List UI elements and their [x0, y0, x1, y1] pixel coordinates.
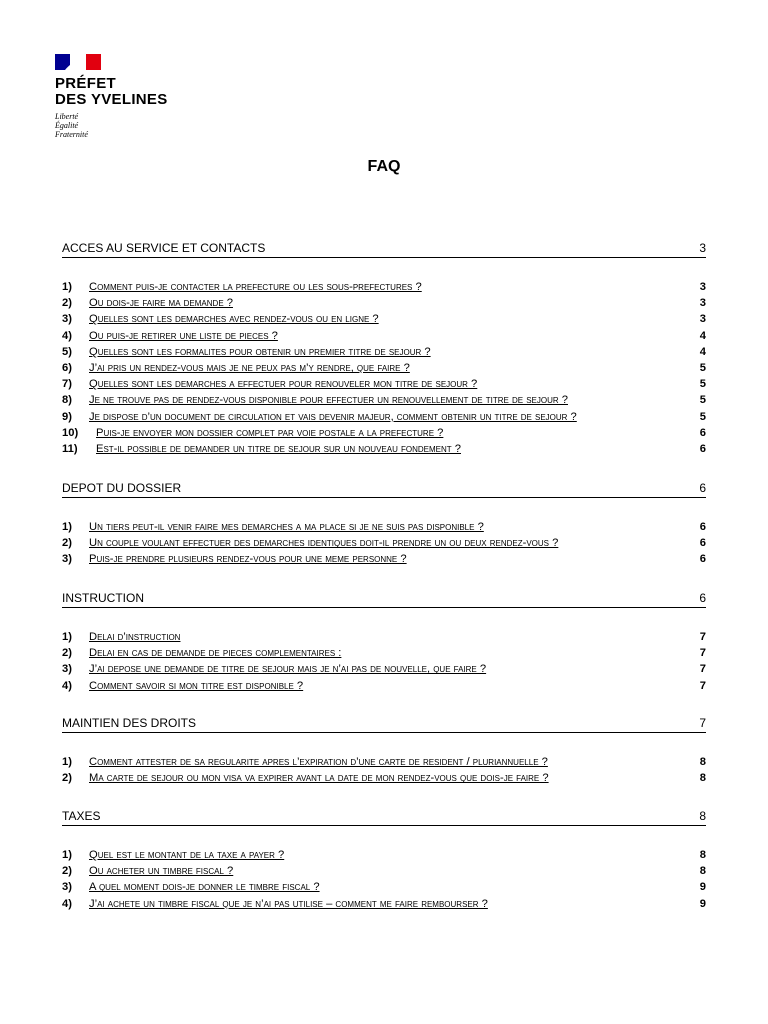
- entry-number: 2): [62, 647, 72, 660]
- prefecture-logo: [55, 54, 195, 139]
- entry-link[interactable]: Comment savoir si mon titre est disponible ?: [89, 679, 304, 692]
- toc-entry[interactable]: [62, 295, 706, 311]
- entry-link[interactable]: Comment puis-je contacter la prefecture ou les sous-prefectures ?: [89, 281, 422, 293]
- entry-link[interactable]: J’ai achete un timbre fiscal que je n’ai pas utilise – comment me faire rembourser ?: [89, 897, 488, 910]
- entry-link[interactable]: Je dispose d’un document de circulation et vais devenir majeur, comment obtenir un titre de sejour ?: [89, 410, 577, 423]
- toc-entry[interactable]: [62, 392, 706, 408]
- entry-link[interactable]: Ou puis-je retirer une liste de pieces ?: [89, 329, 278, 342]
- entry-link[interactable]: Delai d’instruction: [89, 631, 181, 643]
- entry-link[interactable]: J’ai pris un rendez-vous mais je ne peux pas m’y rendre, que faire ?: [89, 362, 410, 374]
- entry-link[interactable]: Comment attester de sa regularite apres l’expiration d’une carte de resident / pluriannuelle ?: [89, 756, 548, 768]
- entry-link[interactable]: J’ai depose une demande de titre de sejour mais je n’ai pas de nouvelle, que faire ?: [89, 663, 487, 676]
- section-page-number: 3: [699, 241, 706, 255]
- entry-link[interactable]: Puis-je prendre plusieurs rendez-vous pour une meme personne ?: [89, 553, 407, 566]
- entry-number: 2): [62, 772, 72, 785]
- entry-link[interactable]: A quel moment dois-je donner le timbre fiscal ?: [89, 881, 320, 894]
- entry-number: 10): [62, 426, 79, 439]
- devise-liberte: Liberté: [55, 112, 79, 121]
- section-title: INSTRUCTION: [62, 591, 144, 605]
- entry-link[interactable]: Je ne trouve pas de rendez-vous disponible pour effectuer un renouvellement de titre de sejour ?: [89, 394, 568, 407]
- entry-number: 1): [62, 756, 72, 768]
- entry-number: 4): [62, 897, 72, 910]
- entry-number: 2): [62, 297, 72, 310]
- entry-number: 11): [62, 443, 78, 455]
- toc-entry[interactable]: [62, 360, 706, 376]
- entry-link[interactable]: Ou acheter un timbre fiscal ?: [89, 865, 234, 878]
- section-heading[interactable]: [62, 808, 706, 826]
- marianne-flag-icon: [55, 54, 101, 70]
- entry-page-number: 7: [699, 679, 706, 692]
- entry-number: 3): [62, 663, 72, 676]
- entry-number: 3): [62, 881, 72, 894]
- section-heading[interactable]: [62, 480, 706, 498]
- toc-entry[interactable]: [62, 896, 706, 912]
- toc-entry[interactable]: [62, 551, 706, 567]
- toc-entry[interactable]: [62, 770, 706, 786]
- logo-line-1: PRÉFET: [55, 75, 116, 92]
- entry-link[interactable]: Delai en cas de demande de pieces complementaires :: [89, 647, 342, 660]
- entry-page-number: 6: [699, 521, 706, 533]
- toc-entry[interactable]: [62, 279, 706, 295]
- entry-number: 6): [62, 362, 72, 374]
- entry-number: 2): [62, 537, 72, 550]
- toc-entry[interactable]: [62, 661, 706, 677]
- entry-number: 3): [62, 553, 72, 566]
- entry-page-number: 9: [699, 881, 706, 894]
- entry-number: 1): [62, 849, 72, 861]
- entry-page-number: 8: [699, 756, 706, 768]
- toc-entry[interactable]: [62, 409, 706, 425]
- entry-page-number: 9: [699, 897, 706, 910]
- entry-page-number: 5: [699, 362, 706, 374]
- entry-page-number: 5: [699, 410, 706, 423]
- entry-link[interactable]: Ma carte de sejour ou mon visa va expirer avant la date de mon rendez-vous que dois-je faire ?: [89, 772, 549, 785]
- entry-page-number: 4: [699, 329, 706, 342]
- entry-link[interactable]: Un tiers peut-il venir faire mes demarches a ma place si je ne suis pas disponible ?: [89, 521, 484, 533]
- devise-fraternite: Fraternité: [55, 130, 88, 139]
- section-heading[interactable]: [62, 715, 706, 733]
- entry-link[interactable]: Quel est le montant de la taxe a payer ?: [89, 849, 285, 861]
- toc-entry[interactable]: [62, 879, 706, 895]
- toc-entry[interactable]: [62, 425, 706, 441]
- entry-page-number: 6: [699, 537, 706, 550]
- entry-link[interactable]: Est-il possible de demander un titre de sejour sur un nouveau fondement ?: [96, 443, 461, 455]
- toc-entry[interactable]: [62, 441, 706, 457]
- entry-link[interactable]: Quelles sont les demarches a effectuer pour renouveler mon titre de sejour ?: [89, 378, 478, 391]
- toc-entry[interactable]: [62, 328, 706, 344]
- section-title: ACCES AU SERVICE ET CONTACTS: [62, 241, 266, 255]
- entry-link[interactable]: Puis-je envoyer mon dossier complet par voie postale a la prefecture ?: [96, 426, 444, 439]
- toc-entry[interactable]: [62, 863, 706, 879]
- entry-number: 1): [62, 521, 72, 533]
- toc-entry[interactable]: [62, 311, 706, 327]
- entry-page-number: 5: [699, 378, 706, 391]
- entry-number: 5): [62, 345, 72, 358]
- entry-number: 1): [62, 631, 72, 643]
- entry-link[interactable]: Quelles sont les demarches avec rendez-vous ou en ligne ?: [89, 313, 379, 326]
- section-heading[interactable]: [62, 590, 706, 608]
- entry-page-number: 4: [699, 345, 706, 358]
- section-page-number: 8: [699, 809, 706, 823]
- entry-number: 9): [62, 410, 72, 423]
- entry-page-number: 7: [699, 647, 706, 660]
- toc-entry[interactable]: [62, 678, 706, 694]
- section-page-number: 6: [699, 481, 706, 495]
- entry-page-number: 3: [699, 297, 706, 310]
- toc-entry[interactable]: [62, 847, 706, 863]
- devise-egalite: Égalité: [55, 121, 79, 130]
- section-title: MAINTIEN DES DROITS: [62, 716, 197, 730]
- logo-line-2: DES YVELINES: [55, 91, 168, 108]
- entry-link[interactable]: Ou dois-je faire ma demande ?: [89, 297, 233, 310]
- section-title: DEPOT DU DOSSIER: [62, 481, 182, 495]
- entry-page-number: 6: [699, 426, 706, 439]
- section-heading[interactable]: [62, 240, 706, 258]
- section-page-number: 6: [699, 591, 706, 605]
- toc-entry[interactable]: [62, 629, 706, 645]
- entry-number: 7): [62, 378, 72, 391]
- page-title: FAQ: [367, 158, 401, 175]
- entry-page-number: 8: [699, 772, 706, 785]
- entry-page-number: 8: [699, 849, 706, 861]
- entry-number: 8): [62, 394, 72, 407]
- entry-page-number: 8: [699, 865, 706, 878]
- entry-page-number: 5: [699, 394, 706, 407]
- toc-entry[interactable]: [62, 344, 706, 360]
- section-page-number: 7: [699, 716, 706, 730]
- entry-page-number: 6: [699, 553, 706, 566]
- entry-number: 4): [62, 679, 72, 692]
- entry-page-number: 7: [699, 631, 706, 643]
- entry-page-number: 3: [699, 281, 706, 293]
- toc-entry[interactable]: [62, 376, 706, 392]
- entry-number: 3): [62, 313, 72, 326]
- section-title: TAXES: [62, 809, 101, 823]
- entry-number: 4): [62, 329, 72, 342]
- toc-entry[interactable]: [62, 519, 706, 535]
- entry-page-number: 3: [699, 313, 706, 326]
- toc-entry[interactable]: [62, 645, 706, 661]
- toc-entry[interactable]: [62, 535, 706, 551]
- entry-link[interactable]: Quelles sont les formalites pour obtenir un premier titre de sejour ?: [89, 345, 431, 358]
- entry-number: 2): [62, 865, 72, 878]
- entry-link[interactable]: Un couple voulant effectuer des demarches identiques doit-il prendre un ou deux rendez-vous ?: [89, 537, 559, 550]
- entry-page-number: 7: [699, 663, 706, 676]
- entry-number: 1): [62, 281, 72, 293]
- entry-page-number: 6: [699, 443, 706, 455]
- toc-entry[interactable]: [62, 754, 706, 770]
